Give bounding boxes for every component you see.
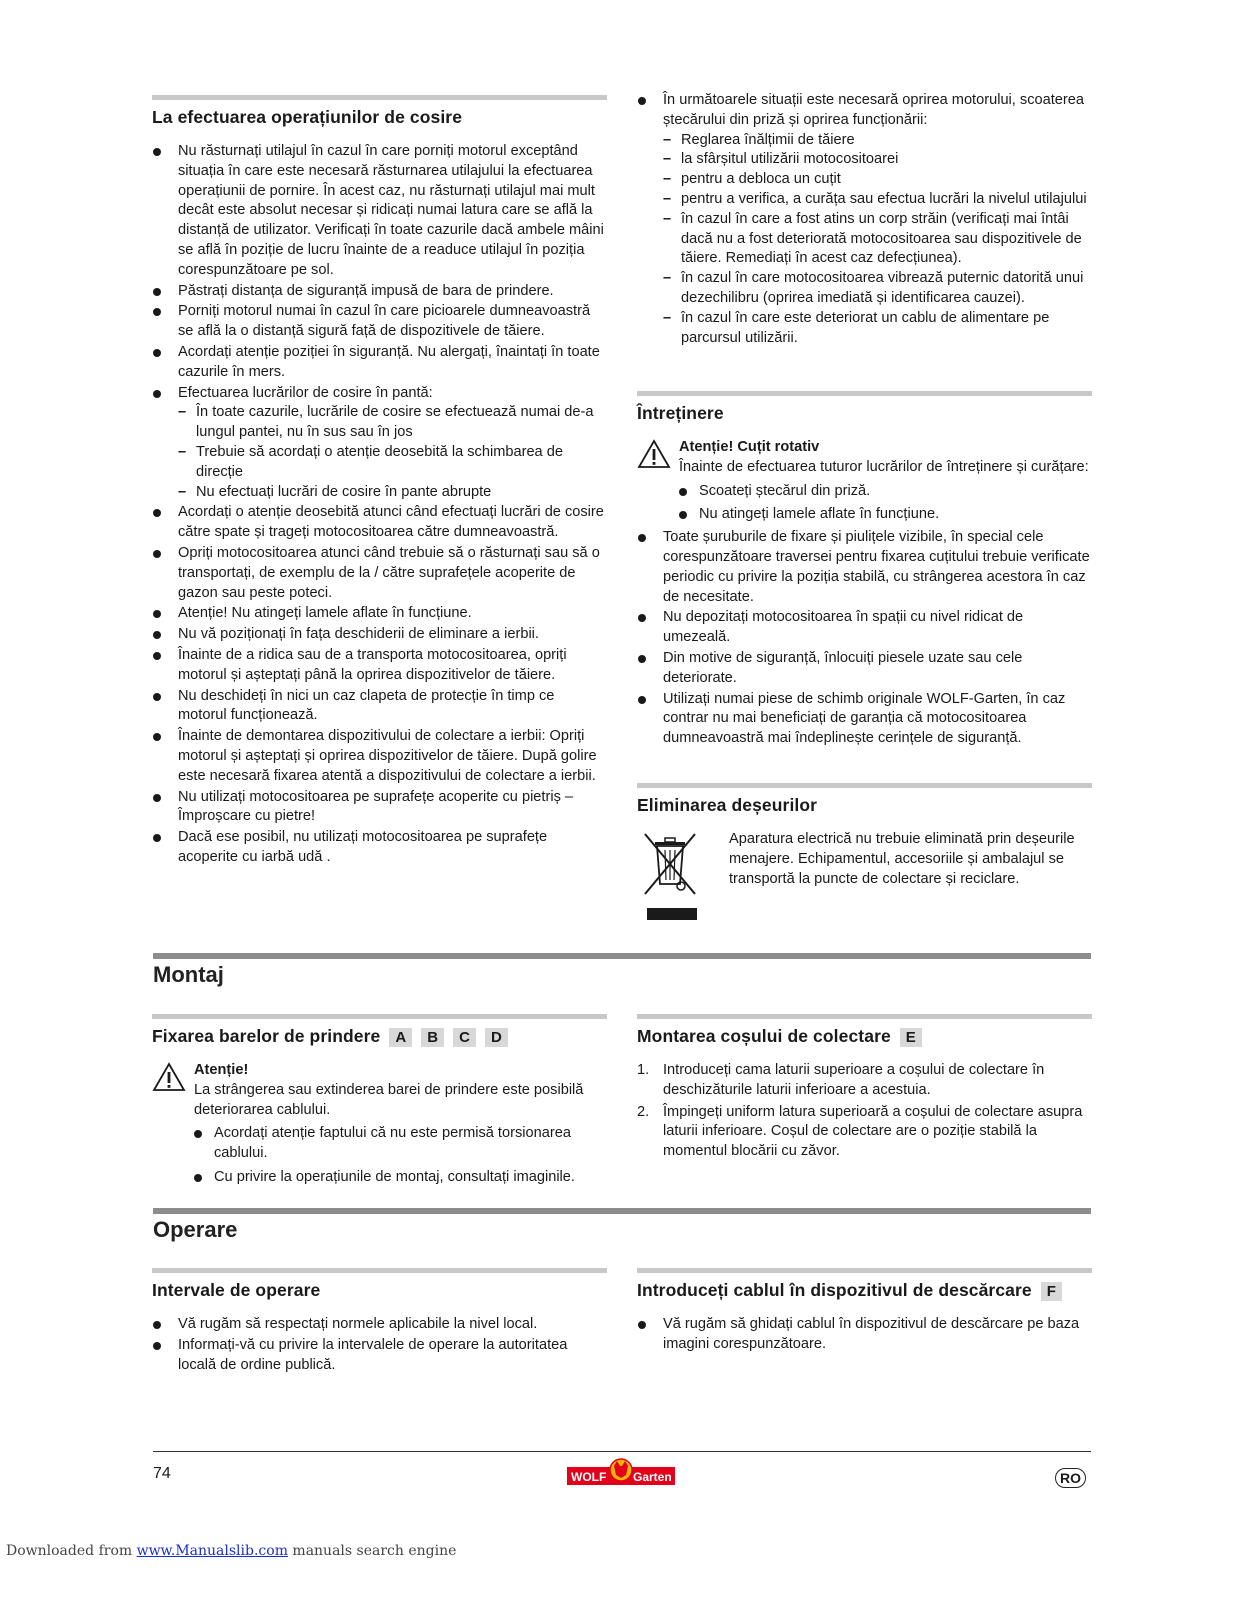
- list-item: Toate șuruburile de fixare și piulițele vizibile, în special cele corespunzătoare traversei pentru fixarea cuțitului trebuie verificate periodic cu privire la poziția stabilă, cu strângerea acestora în caz de necesitate.: [637, 528, 1092, 607]
- list-item: Cu privire la operațiunile de montaj, consultați imaginile.: [194, 1168, 607, 1188]
- list-item: Informați-vă cu privire la intervalele de operare la autoritatea locală de ordine publică.: [152, 1336, 607, 1376]
- list-item: Nu utilizați motocositoarea pe suprafețe acoperite cu pietriș – Împroșcare cu pietre!: [152, 788, 607, 828]
- list-item: Utilizați numai piese de schimb originale WOLF-Garten, în caz contrar nu mai beneficiați de garanția că motocositoarea dumneavoastră mai îndeplinește cerințele de siguranță.: [637, 690, 1092, 749]
- list-item: Atenție! Nu atingeți lamele aflate în funcțiune.: [152, 604, 607, 624]
- warning-text: Înainte de efectuarea tuturor lucrărilor de întreținere și curățare:: [679, 458, 1089, 475]
- maintenance-section: [637, 391, 1092, 750]
- dash-item: – Reglarea înălțimii de tăiere: [663, 131, 1092, 151]
- warning-text: La strângerea sau extinderea barei de prindere este posibilă deteriorarea cablului.: [194, 1081, 584, 1118]
- step-text: Introduceți cama laturii superioare a coșului de colectare în deschizăturile laturii inferioare a acestuia.: [663, 1062, 1045, 1098]
- section-divider: [152, 1268, 607, 1273]
- list-item: Nu vă poziționați în fața deschiderii de eliminare a ierbii.: [152, 625, 607, 645]
- cable-section: [637, 1268, 1092, 1356]
- dash-item: – la sfârșitul utilizării motocositoarei: [663, 150, 1092, 170]
- logo-left-text: WOLF: [571, 1470, 607, 1484]
- mowing-section: [152, 95, 607, 869]
- list-item: Scoateți ștecărul din priză.: [679, 482, 1092, 502]
- dash-item: – pentru a verifica, a curăța sau efectua lucrări la nivelul utilajului: [663, 190, 1092, 210]
- dash-item: – în cazul în care motocositoarea vibrează puternic datorită unui dezechilibru (oprirea imediată și identificarea cauzei).: [663, 269, 1092, 309]
- stop-list: [637, 91, 1092, 348]
- dash-item: – Nu efectuați lucrări de cosire în pante abrupte: [178, 483, 607, 503]
- list-item: [152, 384, 607, 503]
- figure-tag: D: [485, 1028, 508, 1047]
- step-number: 2.: [637, 1103, 650, 1120]
- slope-heading: Efectuarea lucrărilor de cosire în pantă:: [178, 384, 433, 401]
- dash-item: – pentru a debloca un cuțit: [663, 170, 1092, 190]
- step-number: 1.: [637, 1062, 650, 1078]
- list-item: Vă rugăm să ghidați cablul în dispozitivul de descărcare pe baza imagini corespunzătoare.: [637, 1315, 1092, 1355]
- list-item: Nu atingeți lamele aflate în funcțiune.: [679, 505, 1092, 525]
- section-divider: [637, 391, 1092, 396]
- figure-tag: A: [389, 1028, 412, 1047]
- stop-section: [637, 91, 1092, 349]
- list-item: Păstrați distanța de siguranță impusă de bara de prindere.: [152, 282, 607, 302]
- cable-list: [637, 1315, 1092, 1355]
- intervals-title: Intervale de operare: [152, 1280, 321, 1300]
- logo-right-text: Garten: [633, 1470, 672, 1484]
- cable-title-row: [637, 1280, 1092, 1301]
- mowing-title: La efectuarea operațiunilor de cosire: [152, 107, 463, 127]
- maintenance-title: Întreținere: [637, 403, 724, 423]
- fix-title-row: [152, 1026, 607, 1047]
- list-item: Vă rugăm să respectați normele aplicabile la nivel local.: [152, 1315, 607, 1335]
- disposal-block: [637, 830, 1092, 889]
- section-divider: [152, 95, 607, 100]
- section-divider: [637, 783, 1092, 788]
- step-item: [637, 1103, 1092, 1162]
- crossed-bin-icon: [641, 830, 699, 922]
- warning-title: Atenție!: [194, 1062, 249, 1078]
- figure-tag: E: [900, 1028, 922, 1047]
- warning-icon: [152, 1062, 186, 1092]
- footer-divider: [153, 1451, 1091, 1452]
- download-suffix: manuals search engine: [287, 1543, 457, 1559]
- list-item: Înainte de a ridica sau de a transporta motocositoarea, opriți motorul și așteptați până la oprirea dispozitivelor de tăiere.: [152, 646, 607, 686]
- fix-title: Fixarea barelor de prindere: [152, 1026, 381, 1046]
- list-item: Acordați atenție poziției în siguranță. Nu alergați, înaintați în toate cazurile în mers.: [152, 343, 607, 383]
- step-item: [637, 1061, 1092, 1101]
- warning-title: Atenție! Cuțit rotativ: [679, 439, 820, 455]
- figure-tag: F: [1041, 1282, 1062, 1301]
- slope-list: [178, 403, 607, 502]
- operare-divider: [153, 1208, 1091, 1214]
- manualslib-link[interactable]: www.Manualslib.com: [136, 1543, 288, 1559]
- warning-icon: [637, 439, 671, 469]
- section-divider: [637, 1268, 1092, 1273]
- stop-dash-list: [663, 131, 1092, 349]
- figure-tag: C: [453, 1028, 476, 1047]
- intervals-section: [152, 1268, 607, 1376]
- section-divider: [637, 1014, 1092, 1019]
- dash-item: – în cazul în care este deteriorat un cablu de alimentare pe parcursul utilizării.: [663, 309, 1092, 349]
- list-item: Porniți motorul numai în cazul în care picioarele dumneavoastră se află la o distanță sigură față de dispozitivele de tăiere.: [152, 302, 607, 342]
- montaj-title: Montaj: [153, 962, 224, 987]
- step-text: Împingeți uniform latura superioară a coșului de colectare asupra laturii inferioare. Coșul de colectare are o poziție stabilă la momentul blocării cu zăvor.: [663, 1103, 1083, 1160]
- language-badge: RO: [1055, 1468, 1086, 1488]
- intervals-list: [152, 1315, 607, 1375]
- dash-item: – în cazul în care a fost atins un corp străin (verificați mai întâi dacă nu a fost deteriorată motocositoarea sau dispozitivele de tăiere. Remediați în acest caz defecțiunea).: [663, 210, 1092, 269]
- list-item: Acordați o atenție deosebită atunci când efectuați lucrări de cosire către spate și trageți motocositoarea către dumneavoastră.: [152, 503, 607, 543]
- figure-tag: B: [421, 1028, 444, 1047]
- maintenance-list: [637, 528, 1092, 749]
- disposal-title: Eliminarea deșeurilor: [637, 795, 818, 815]
- list-item: Acordați atenție faptului că nu este permisă torsionarea cablului.: [194, 1124, 607, 1164]
- cable-title: Introduceți cablul în dispozitivul de descărcare: [637, 1280, 1032, 1300]
- basket-title-row: [637, 1026, 1092, 1047]
- warning-list: [194, 1124, 607, 1187]
- list-item: [637, 91, 1092, 348]
- warning-list: [679, 482, 1092, 526]
- page-number: 74: [153, 1465, 171, 1482]
- list-item: Dacă ese posibil, nu utilizați motocositoarea pe suprafețe acoperite cu iarbă udă .: [152, 828, 607, 868]
- basket-title: Montarea coșului de colectare: [637, 1026, 891, 1046]
- basket-section: [637, 1014, 1092, 1164]
- maintenance-warning: [637, 438, 1092, 525]
- dash-item: – În toate cazurile, lucrările de cosire se efectuează numai de-a lungul pantei, nu în sus sau în jos: [178, 403, 607, 443]
- list-item: Opriți motocositoarea atunci când trebuie să o răsturnați sau să o transportați, de exemplu de la / către suprafețele acoperite de gazon sau peste poteci.: [152, 544, 607, 603]
- section-divider: [152, 1014, 607, 1019]
- download-notice: [6, 1543, 456, 1559]
- download-prefix: Downloaded from: [6, 1543, 137, 1559]
- operare-title: Operare: [153, 1217, 238, 1242]
- disposal-section: [637, 783, 1092, 889]
- mowing-list: [152, 142, 607, 868]
- basket-steps: [637, 1061, 1092, 1162]
- list-item: Nu răsturnați utilajul în cazul în care porniți motorul exceptând situația în care este necesară răsturnarea utilajului la efectuarea operațiunii de pornire. În acest caz, nu răsturnați utilajul mai mult decât este absolut necesar și ridicați numai latura care se află la distanță de utilizator. Verificați în toate cazurile dacă ambele mâini se află în poziție de lucru înainte de a readuce utilajul în poziția corespunzătoare pe sol.: [152, 142, 607, 281]
- fix-section: [152, 1014, 607, 1189]
- list-item: Nu deschideți în nici un caz clapeta de protecție în timp ce motorul funcționează.: [152, 687, 607, 727]
- stop-intro: În următoarele situații este necesară oprirea motorului, scoaterea ștecărului din priză și oprirea funcționării:: [663, 92, 1085, 128]
- fix-warning: [152, 1061, 607, 1188]
- list-item: Nu depozitați motocositoarea în spații cu nivel ridicat de umezeală.: [637, 608, 1092, 648]
- list-item: Înainte de demontarea dispozitivului de colectare a ierbii: Opriți motorul și așteptați și oprirea dispozitivelor de tăiere. După golire este necesară fixarea atentă a dispozitivului de colectare a ierbii.: [152, 727, 607, 786]
- montaj-divider: [153, 953, 1091, 959]
- wolf-garten-logo: [567, 1458, 675, 1486]
- list-item: Din motive de siguranță, înlocuiți piesele uzate sau cele deteriorate.: [637, 649, 1092, 689]
- disposal-text: Aparatura electrică nu trebuie eliminată prin deșeurile menajere. Echipamentul, accesoriile și ambalajul se transportă la puncte de colectare și reciclare.: [729, 831, 1075, 887]
- dash-item: – Trebuie să acordați o atenție deosebită la schimbarea de direcție: [178, 443, 607, 483]
